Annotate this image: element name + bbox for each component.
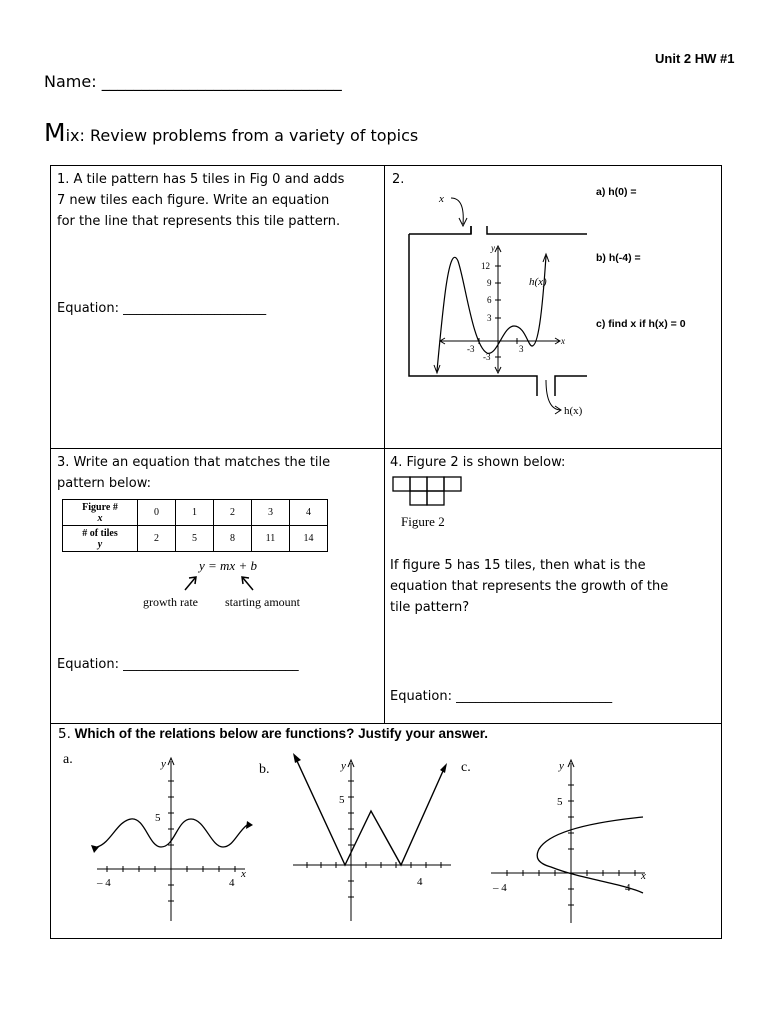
table-header: # of tiles y (63, 526, 138, 552)
x-tick: 4 (625, 882, 631, 894)
y-axis-label: y (161, 758, 166, 770)
formula: y = mx + b (199, 558, 257, 573)
graph-b (293, 753, 451, 921)
table-cell: 14 (290, 526, 328, 552)
q2-part-b: b) h(-4) = (596, 252, 641, 264)
table-cell: 2 (214, 500, 252, 526)
graph-c-label: c. (461, 760, 471, 775)
mix-tail: : Review problems from a variety of topics (79, 126, 419, 145)
y-tick: 3 (487, 313, 492, 323)
q3 (57, 452, 330, 494)
x-tick: 4 (229, 877, 235, 889)
q1 (57, 169, 344, 232)
graph-x-axis-label: x (561, 336, 565, 346)
y-tick: 6 (487, 295, 492, 305)
section-title (44, 118, 418, 147)
y-tick: 12 (481, 261, 490, 271)
name-row (44, 72, 342, 91)
q2-number: 2. (392, 172, 405, 187)
y-tick: 5 (557, 796, 563, 808)
q4-equation[interactable]: Equation: ________________________ (390, 689, 613, 704)
slope-intercept-diagram (139, 556, 339, 614)
name-blank[interactable]: ______________________________ (101, 72, 342, 91)
y-axis-label: y (559, 760, 564, 772)
q4-line: equation that represents the growth of the (390, 579, 669, 594)
x-tick: 4 (417, 876, 423, 888)
starting-amount-label: starting amount (225, 595, 300, 609)
q1-line: 1. A tile pattern has 5 tiles in Fig 0 and adds (57, 172, 345, 187)
name-label: Name: (44, 72, 97, 91)
q5-prompt (58, 726, 488, 742)
q3-line: 3. Write an equation that matches the tile (57, 455, 331, 470)
q5-number: 5. (58, 726, 71, 742)
graph-c (491, 760, 646, 923)
table-header: Figure # x (63, 500, 138, 526)
q1-line: for the line that represents this tile pattern. (57, 214, 341, 229)
y-tick: 5 (155, 812, 161, 824)
q4-line: tile pattern? (390, 600, 470, 615)
table-cell: 11 (252, 526, 290, 552)
y-axis-label: y (341, 760, 346, 772)
mix-rest: ix (65, 126, 80, 145)
divider-row2 (51, 723, 721, 724)
q4-line: If figure 5 has 15 tiles, then what is the (390, 558, 646, 573)
graph-a (91, 758, 253, 921)
table-cell: 0 (138, 500, 176, 526)
x-axis-label: x (241, 868, 246, 880)
table-cell: 4 (290, 500, 328, 526)
table-cell: 3 (252, 500, 290, 526)
q1-equation[interactable]: Equation: ______________________ (57, 301, 267, 316)
x-tick: -3 (467, 344, 475, 354)
q3-equation[interactable]: Equation: ___________________________ (57, 657, 299, 672)
table-cell: 8 (214, 526, 252, 552)
figure-2-diagram (391, 474, 471, 534)
y-tick: 5 (339, 794, 345, 806)
table-row (63, 500, 328, 526)
q4-line: 4. Figure 2 is shown below: (390, 455, 566, 470)
unit-label: Unit 2 HW #1 (655, 51, 735, 66)
function-machine-graph (401, 186, 591, 426)
y-tick: -3 (483, 352, 491, 362)
graph-b-label: b. (259, 762, 270, 777)
figure-label: Figure 2 (401, 514, 445, 529)
q2-part-a: a) h(0) = (596, 186, 637, 198)
machine-output-label: h(x) (564, 405, 583, 417)
x-tick: 3 (519, 344, 524, 354)
relations-graphs (51, 741, 721, 931)
table-cell: 5 (176, 526, 214, 552)
divider-vertical (384, 166, 385, 723)
x-tick: – 4 (493, 882, 507, 894)
q4-question (390, 555, 668, 618)
mix-initial: M (44, 118, 66, 147)
graph-y-axis-label: y (491, 243, 495, 253)
q2-part-c: c) find x if h(x) = 0 (596, 318, 686, 330)
table-cell: 1 (176, 500, 214, 526)
q5-text: Which of the relations below are functions? Justify your answer. (74, 726, 488, 741)
graph-function-label: h(x) (529, 276, 547, 288)
table-row (63, 526, 328, 552)
x-tick: – 4 (97, 877, 111, 889)
growth-rate-label: growth rate (143, 595, 198, 609)
x-axis-label: x (641, 870, 646, 882)
graph-a-label: a. (63, 752, 73, 767)
machine-input-label: x (439, 193, 444, 205)
q3-line: pattern below: (57, 476, 152, 491)
divider-row1 (51, 448, 721, 449)
y-tick: 9 (487, 278, 492, 288)
tile-table (62, 499, 328, 552)
q1-line: 7 new tiles each figure. Write an equation (57, 193, 330, 208)
table-cell: 2 (138, 526, 176, 552)
problem-grid (50, 165, 722, 939)
